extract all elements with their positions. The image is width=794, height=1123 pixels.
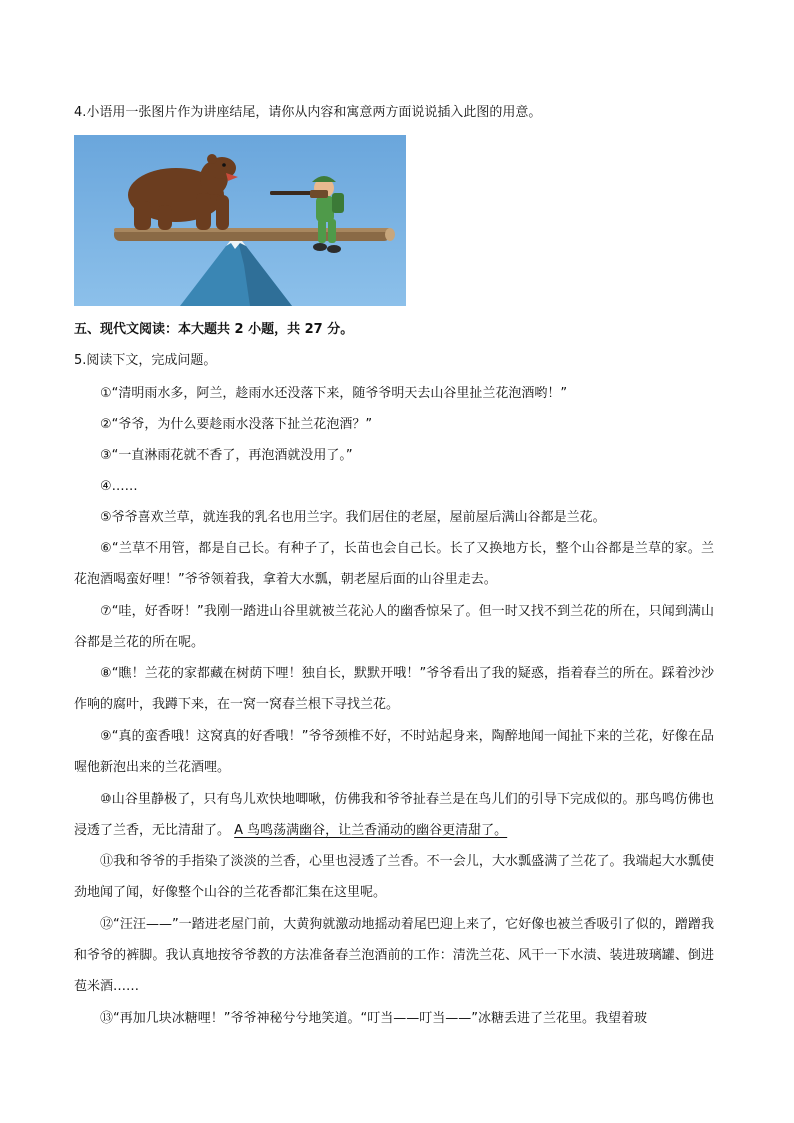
paragraph-10-text: ⑩山谷里静极了，只有鸟儿欢快地唧啾，仿佛我和爷爷扯春兰是在鸟儿们的引导下完成似的。那鸟鸣仿佛也浸透了兰香，无比清甜了。 [74, 792, 714, 838]
paragraph-10 [74, 784, 714, 846]
question-4: 4.小语用一张图片作为讲座结尾，请你从内容和寓意两方面说说插入此图的用意。 [74, 105, 542, 120]
underlined-sentence-a: A 鸟鸣荡满幽谷，让兰香涌动的幽谷更清甜了。 [234, 823, 508, 838]
backpack [332, 193, 344, 213]
question-5-intro: 5.阅读下文，完成问题。 [74, 353, 217, 368]
paragraph-4: ④…… [100, 479, 138, 494]
paragraph-2: ②“爷爷，为什么要趁雨水没落下扯兰花泡酒？” [100, 417, 373, 432]
bear-hunter-illustration [74, 135, 406, 306]
section-heading: 五、现代文阅读：本大题共 2 小题，共 27 分。 [74, 322, 354, 337]
paragraph-1: ①“清明雨水多，阿兰，趁雨水还没落下来，随爷爷明天去山谷里扯兰花泡酒哟！” [100, 386, 568, 401]
paragraph-7: ⑦“哇，好香呀！”我刚一踏进山谷里就被兰花沁人的幽香惊呆了。但一时又找不到兰花的所在，只闻到满山谷都是兰花的所在呢。 [74, 604, 714, 650]
paragraph-8: ⑧“瞧！兰花的家都藏在树荫下哩！独自长，默默开哦！”爷爷看出了我的疑惑，指着春兰的所在。踩着沙沙作响的腐叶，我蹲下来，在一窝一窝春兰根下寻找兰花。 [74, 666, 714, 712]
paragraph-13: ⑬“再加几块冰糖哩！”爷爷神秘兮兮地笑道。“叮当——叮当——”冰糖丢进了兰花里。我望着玻 [100, 1011, 647, 1026]
paragraph-3: ③“一直淋雨花就不香了，再泡酒就没用了。” [100, 448, 353, 463]
paragraph-11: ⑪我和爷爷的手指染了淡淡的兰香，心里也浸透了兰香。不一会儿，大水瓢盛满了兰花了。我端起大水瓢使劲地闻了闻，好像整个山谷的兰花香都汇集在这里呢。 [74, 854, 714, 900]
illustration-svg [74, 135, 406, 306]
paragraph-12: ⑫“汪汪——”一踏进老屋门前，大黄狗就激动地摇动着尾巴迎上来了，它好像也被兰香吸引了似的，蹭蹭我和爷爷的裤脚。我认真地按爷爷教的方法准备春兰泡酒前的工作：清洗兰花、风干一下水渍、装进玻璃罐、倒进苞米酒…… [74, 917, 714, 994]
paragraph-9: ⑨“真的蛮香哦！这窝真的好香哦！”爷爷颈椎不好，不时站起身来，陶醉地闻一闻扯下来的兰花，好像在品喔他新泡出来的兰花酒哩。 [74, 729, 714, 775]
paragraph-6: ⑥“兰草不用管，都是自己长。有种子了，长苗也会自己长。长了又换地方长，整个山谷都是兰草的家。兰花泡酒喝蛮好哩！”爷爷领着我，拿着大水瓢，朝老屋后面的山谷里走去。 [74, 541, 714, 587]
paragraph-5: ⑤爷爷喜欢兰草，就连我的乳名也用兰字。我们居住的老屋，屋前屋后满山谷都是兰花。 [100, 510, 606, 525]
